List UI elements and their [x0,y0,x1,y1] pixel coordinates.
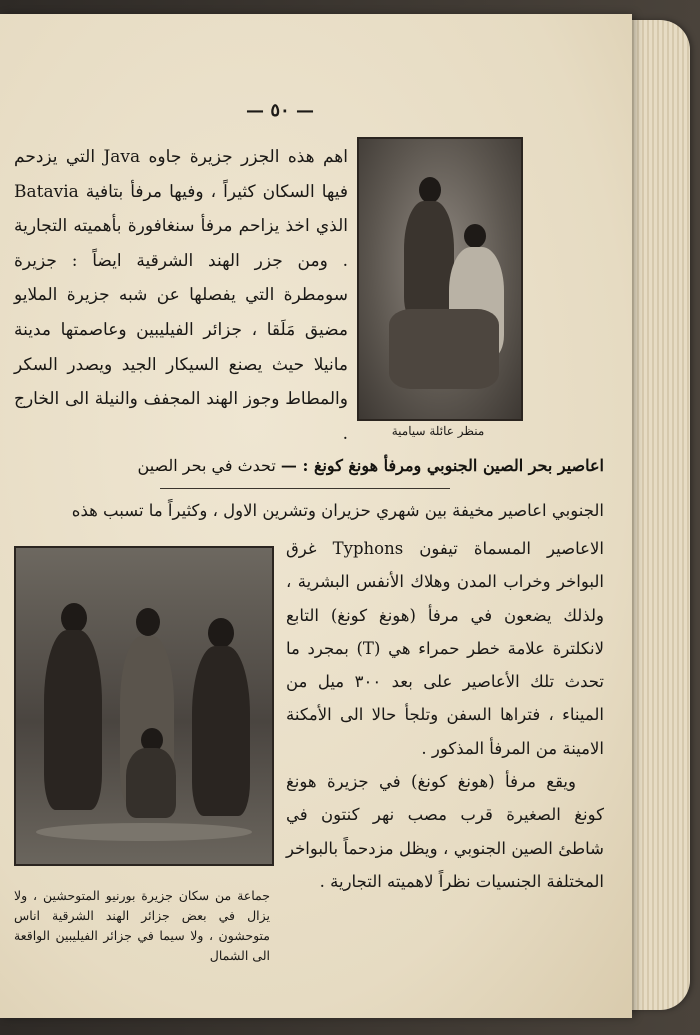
section-heading-title: اعاصير بحر الصين الجنوبي ومرفأ هونغ كونغ : — [280,456,604,475]
borneo-natives-caption: جماعة من سكان جزيرة بورنيو المتوحشين ، ولا يزال في بعض جزائر الهند الشرقية اناس متوحشون ، ولا سيما في جزائر الفيليبين الواقعة الى الشمال [14,888,270,963]
section-heading [14,454,604,478]
typhoon-paragraph: الاعاصير المسماة تيفون Typhons غرق البواخر وخراب المدن وهلاك الأنفس البشرية ، ولذلك يضعون في مرفأ (هونغ كونغ) التابع لانكلترة علامة خطر حمراء هي (T) بمجرد ما تحدث تلك الأعاصير على بعد ٣٠٠ ميل من الميناء ، فتراها السفن وتلجأ حالا الى الأمكنة الامينة من المرفأ المذكور . [286,539,605,758]
heading-underline [160,488,450,489]
wide-paragraph: الجنوبي اعاصير مخيفة بين شهري حزيران وتشرين الاول ، وكثيراً ما تسبب هذه [71,501,604,520]
section-heading-continuation: تحدث في بحر الصين [137,456,281,475]
page-number: — ٥٠ — [246,100,314,121]
hong-kong-paragraph: ويقع مرفأ (هونغ كونغ) في جزيرة هونغ كونغ الصغيرة قرب مصب نهر كنتون في شاطئ الصين الجنوبي ، ويظل مزدحماً بالبواخر المختلفة الجنسيات نظراً لاهميته التجارية . [286,772,604,891]
siamese-family-caption: منظر عائلة سيامية [391,424,485,438]
borneo-natives-photo [14,546,274,866]
siamese-family-photo [357,137,523,421]
right-column-text [286,532,604,898]
top-paragraph: اهم هذه الجزر جزيرة جاوه Java التي يزدحم فيها السكان كثيراً ، وفيها مرفأ بتافية Batavia الذي اخذ يزاحم مرفأ سنغافورة بأهميته التجارية . ومن جزر الهند الشرقية ايضاً : جزيرة سومطرة التي يفصلها عن شبه جزيرة الملايو مضيق مَلَقا ، جزائر الفيليبين وعاصمتها مدينة مانيلا حيث يصنع السيكار الجيد ويصدر السكر والمطاط وجوز الهند المجفف والنيلة الى الخارج . [14,147,348,444]
book-page [0,14,632,1018]
